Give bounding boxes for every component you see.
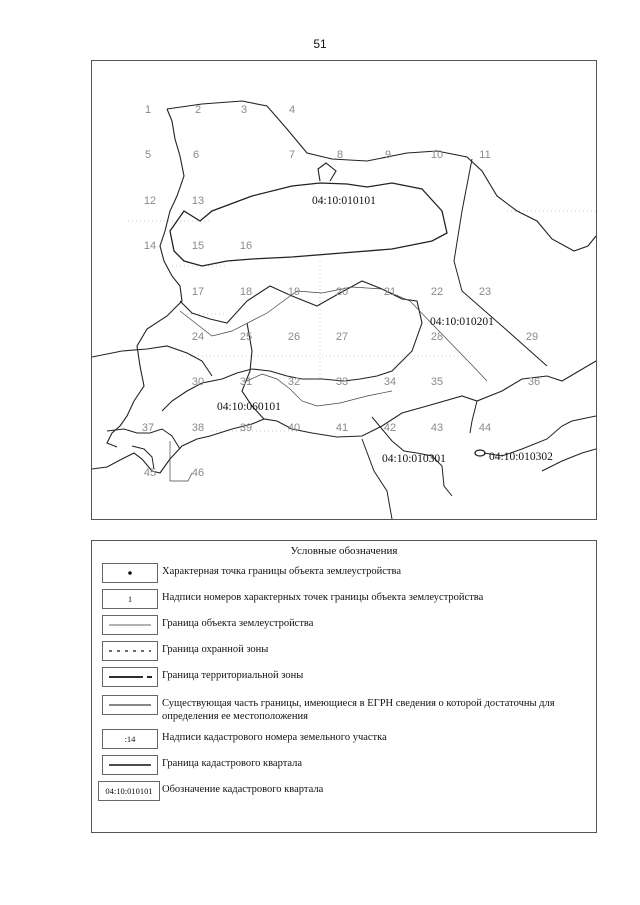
point-number-label: 23 [478,286,492,298]
dashed-line-icon [102,641,158,661]
legend-item-label: Надписи номеров характерных точек границы объекта землеустройства [162,592,484,603]
quarter-boundary [170,183,447,266]
legend-item-quarter-boundary [92,755,596,783]
point-number-label: 1 [144,104,152,116]
parcel-outline [475,450,485,456]
point-number-label: 45 [143,467,157,479]
point-number-label: 13 [191,195,205,207]
legend-item-label: Надписи кадастрового номера земельного участка [162,732,387,743]
point-number-label: 26 [287,331,301,343]
point-icon [102,563,158,583]
cadastral-quarter-label: 04:10:010101 [312,195,376,207]
point-number-label: 40 [287,422,301,434]
point-number-label: 15 [191,240,205,252]
quarter-line-icon [102,755,158,775]
point-number-label: 31 [239,376,253,388]
point-number-label: 44 [478,422,492,434]
point-number-label: 16 [239,240,253,252]
quarter-boundary [92,346,212,376]
point-number-label: 43 [430,422,444,434]
point-number-label: 5 [144,149,152,161]
legend-item-point-number [92,589,596,617]
point-number-label: 9 [384,149,392,161]
legend-item-label: Граница объекта землеустройства [162,618,314,629]
point-number-label: 33 [335,376,349,388]
legend-item-parcel-number [92,729,596,757]
solid-line-icon [102,695,158,715]
parcel-number-icon [102,729,158,749]
point-number-label: 8 [336,149,344,161]
point-number-label: 41 [335,422,349,434]
point-number-label: 28 [430,331,444,343]
legend-item-label: Граница охранной зоны [162,644,269,655]
map-canvas [92,61,596,519]
point-number-label: 2 [194,104,202,116]
point-number-label: 37 [141,422,155,434]
legend-item-label: Характерная точка границы объекта землеустройства [162,566,401,577]
point-number-label: 11 [479,149,491,161]
point-number-label: 4 [288,104,296,116]
point-number-label: 46 [191,467,205,479]
point-number-label: 12 [143,195,157,207]
legend-item-object-boundary [92,615,596,643]
point-number-label: 35 [430,376,444,388]
legend-item-point [92,563,596,591]
thin-line-icon [102,615,158,635]
point-number-label: 21 [383,286,397,298]
point-number-label: 6 [192,149,200,161]
point-number-icon [102,589,158,609]
cadastral-map [91,60,597,520]
point-number-label: 3 [240,104,248,116]
point-number-label: 32 [287,376,301,388]
cadastral-quarter-label: 04:10:010302 [489,451,553,463]
quarter-boundary [318,163,336,181]
point-number-label: 34 [383,376,397,388]
quarter-boundary [470,401,477,433]
legend-sample: 04:10:010101 [105,786,153,796]
quarter-number-icon [98,781,160,801]
page-number: 51 [313,37,327,51]
point-number-label: 24 [191,331,205,343]
cadastral-quarter-label: 04:10:010201 [430,316,494,328]
point-number-label: 39 [239,422,253,434]
cadastral-quarter-label: 04:10:010301 [382,453,446,465]
point-number-label: 7 [288,149,296,161]
point-number-label: 25 [239,331,253,343]
cadastral-quarter-label: 04:10:060101 [217,401,281,413]
legend-item-label: Обозначение кадастрового квартала [162,784,324,795]
legend-sample: :14 [124,734,136,744]
point-number-label: 10 [430,149,444,161]
point-number-label: 27 [335,331,349,343]
legend [91,540,597,833]
point-number-label: 30 [191,376,205,388]
point-number-label: 42 [383,422,397,434]
quarter-boundary [162,281,422,411]
point-number-label: 22 [430,286,444,298]
point-number-label: 17 [191,286,205,298]
point-number-label: 20 [335,286,349,298]
legend-item-territorial-zone [92,667,596,695]
legend-sample: 1 [127,594,133,604]
legend-item-protection-zone [92,641,596,669]
legend-item-label: Существующая часть границы, имеющиеся в ЕГРН сведения о которой достаточны для определения ее местоположения [162,698,555,722]
legend-item-quarter-number [92,781,596,809]
point-number-label: 29 [525,331,539,343]
coast-outline [132,446,154,469]
quarter-boundary [362,439,392,519]
legend-item-label: Граница кадастрового квартала [162,758,303,769]
legend-title: Условные обозначения [290,545,398,557]
point-number-label: 18 [239,286,253,298]
legend-item-label: Граница территориальной зоны [162,670,304,681]
point-number-labels [142,104,540,479]
point-number-label: 38 [191,422,205,434]
dash-dot-line-icon [102,667,158,687]
point-number-label: 19 [287,286,301,298]
legend-item-existing-boundary [92,695,596,729]
region-boundary [484,416,596,456]
point-number-label: 14 [143,240,157,252]
point-number-label: 36 [527,376,541,388]
